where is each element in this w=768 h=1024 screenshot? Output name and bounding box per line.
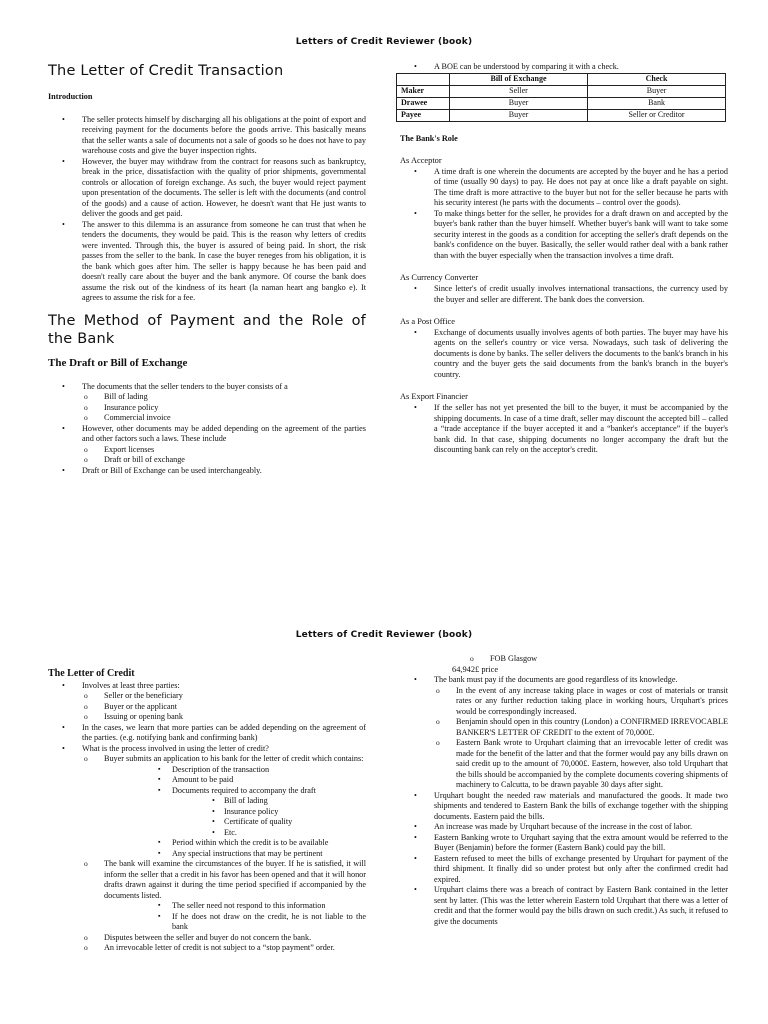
list-item: • If the seller has not yet presented the bill to the buyer, it must be accompanied by the shipping documents. In case of a time draft, seller may discount the accepted bill – called a “trade acceptance if the buyer accepted it and a “banker's acceptance” if the buyer's bank did. In that case, shipping documents no longer accompany the draft but the discounting bank can rely on the acceptor's credit. <box>400 403 728 456</box>
price-line: 64,942£ price <box>452 664 499 674</box>
running-head: Letters of Credit Reviewer (book) <box>295 37 473 47</box>
list-item <box>48 744 366 954</box>
list-item: • Etc. <box>210 828 366 839</box>
table-cell: Buyer <box>450 97 588 109</box>
list-item: • Exchange of documents usually involves agents of both parties. The buyer may have his agents on the seller's country or vice versa. Nowadays, such task of delivering the documents is done by banks. The seller delivers the documents to the bank's branch in his country and the buyer gets the said documents from the bank's branch in the buyer's country. <box>400 328 728 381</box>
running-head: Letters of Credit Reviewer (book) <box>295 630 473 640</box>
export-financier-list <box>400 403 728 456</box>
right-column <box>400 654 728 927</box>
page-2 <box>0 620 768 1024</box>
left-column <box>48 668 366 954</box>
table-cell: Drawee <box>397 97 450 109</box>
list-item: ▪ Description of the transaction <box>156 765 366 776</box>
loc-list <box>48 681 366 954</box>
right-column <box>400 62 728 456</box>
boe-intro-list <box>400 62 728 73</box>
intro-heading: Introduction <box>48 92 93 102</box>
list-item: o Disputes between the seller and buyer do not concern the bank. <box>82 933 366 944</box>
list-item-text: The documents that the seller tenders to the buyer consists of a <box>82 381 288 391</box>
list-item: o Draft or bill of exchange <box>82 455 366 466</box>
list-item: • However, the buyer may withdraw from the contract for reasons such as bankruptcy, break in the price, dissatisfaction with the quality of prior shipments, governmental controls or allocation of foreign exchange. As such, the buyer would reject payment upon presentation of the documents. The seller is left with the documents (and control of the goods) and a cause of action. However, he doesn't want that He just wants to deliver the goods and get paid. <box>48 157 366 220</box>
list-item: • Insurance policy <box>210 807 366 818</box>
table-header <box>397 73 450 85</box>
list-item-text: Documents required to accompany the draft <box>172 785 316 795</box>
list-item: • Bill of lading <box>210 796 366 807</box>
acceptor-list <box>400 167 728 262</box>
intro-list <box>48 115 366 304</box>
table-row <box>397 109 726 121</box>
list-item <box>400 675 728 791</box>
list-item-text: What is the process involved in using the letter of credit? <box>82 743 269 753</box>
table-cell: Payee <box>397 109 450 121</box>
table-cell: Buyer <box>588 85 726 97</box>
list-item: • An increase was made by Urquhart because of the increase in the cost of labor. <box>400 822 728 833</box>
list-item: ▪ Amount to be paid <box>156 775 366 786</box>
table-row <box>397 97 726 109</box>
post-office-heading: As a Post Office <box>400 317 455 326</box>
list-item: ▪ If he does not draw on the credit, he is not liable to the bank <box>156 912 366 933</box>
list-item: o An irrevocable letter of credit is not subject to a “stop payment” order. <box>82 943 366 954</box>
post-office-list <box>400 328 728 381</box>
list-item <box>48 681 366 723</box>
list-item: • The answer to this dilemma is an assurance from someone he can trust that when he tenders the documents, they would be paid. This is the reason why letters of credits were invented. Through this, the buyer is assured of being paid. In short, the risk passes from the seller to the bank. In case the buyer reneges from his obligation, it is the bank which goes after him. The seller is happy because he has been paid and doesn't really care about the buyer and the bank anymore. Of course the bank does assume the risk out of the kindness of its heart (la naman heart ang bangko e). It agrees to assume the risk for a fee. <box>48 220 366 304</box>
list-item-text: However, other documents may be added depending on the agreement of the parties and other factors such a laws. These include <box>82 423 366 444</box>
list-item-text: Buyer submits an application to his bank for the letter of credit which contains: <box>104 754 364 764</box>
list-item: o Buyer or the applicant <box>82 702 366 713</box>
list-item-text: The bank must pay if the documents are good regardless of its knowledge. <box>434 675 678 685</box>
draft-heading: The Draft or Bill of Exchange <box>48 356 188 369</box>
list-item: o Insurance policy <box>82 403 366 414</box>
list-item: • Eastern refused to meet the bills of exchange presented by Urquhart for payment of the third shipment. It finally did so under protest but only after the confirmed credit had expired. <box>400 854 728 886</box>
list-item: o Commercial invoice <box>82 413 366 424</box>
table-row <box>397 85 726 97</box>
table-header: Bill of Exchange <box>450 73 588 85</box>
list-item: • Urquhart bought the needed raw materials and manufactured the goods. It made two shipments and tendered to Eastern Bank the bills of exchange together with the shipping documents. Eastern paid the bills. <box>400 791 728 823</box>
table-cell: Maker <box>397 85 450 97</box>
table-cell: Seller <box>450 85 588 97</box>
currency-list <box>400 284 728 305</box>
list-item: • Eastern Banking wrote to Urquhart saying that the extra amount would be referred to the Buyer (Benjamin) before the former (Eastern Bank) could pay the bill. <box>400 833 728 854</box>
list-item: • In the cases, we learn that more parties can be added depending on the agreement of the parties. (e.g. notifying bank and confirming bank) <box>48 723 366 744</box>
list-item <box>48 382 366 424</box>
draft-list <box>48 382 366 477</box>
method-title: The Method of Payment and the Role of the Bank <box>48 312 366 347</box>
list-item <box>156 786 366 839</box>
list-item: ▪ Period within which the credit is to be available <box>156 838 366 849</box>
list-item: o Seller or the beneficiary <box>82 691 366 702</box>
list-item: o Issuing or opening bank <box>82 712 366 723</box>
list-item: o FOB Glasgow <box>468 654 728 665</box>
list-item: o Benjamin should open in this country (London) a CONFIRMED IRREVOCABLE BANKER'S LETTER OF CREDIT to the extent of 70,000£. <box>434 717 728 738</box>
currency-heading: As Currency Converter <box>400 273 479 283</box>
list-item <box>82 859 366 933</box>
list-item <box>48 424 366 466</box>
export-financier-heading: As Export Financier <box>400 392 468 402</box>
list-item-text: The bank will examine the circumstances of the buyer. If he is satisfied, it will inform the seller that a credit in his favor has been opened and that it will honor drafts drawn against it during the time period specified if accompanied by the documents listed. <box>104 859 366 900</box>
bank-role-heading: The Bank's Role <box>400 133 458 143</box>
list-item: • Urquhart claims there was a breach of contract by Eastern Bank contained in the letter sent by latter. (This was the letter wherein Eastern told Urquhart that there was a letter of credit and that the former would pay the bills drawn on such credit.) As such, it refused to give the documents <box>400 885 728 927</box>
fob-list <box>434 654 728 665</box>
list-item: • The seller protects himself by discharging all his obligations at the point of export and receiving payment for the documents before the goods arrive. This basically means that the seller wants a sale of documents not a sale of goods so he does not have to pay warehouse costs and give the buyer inspection rights. <box>48 115 366 157</box>
table-cell: Bank <box>588 97 726 109</box>
list-item: o Eastern Bank wrote to Urquhart claiming that an irrevocable letter of credit was made for the benefit of the latter and that the former would pay any bills drawn on said credit up to the amount of 70,000£. Eastern, however, also told Urquhart that the bills should be accompanied by the complete documents covering shipments of machinery to Calcutta, to be drawn payable 30 days after sight. <box>434 738 728 791</box>
list-item: • Draft or Bill of Exchange can be used interchangeably. <box>48 466 366 477</box>
list-item: o In the event of any increase taking place in wages or cost of materials or transit rates or any further reduction taking place in working hours, Urquhart's prices would be correspondingly increased. <box>434 686 728 718</box>
list-item: • A time draft is one wherein the documents are accepted by the buyer and he has a period of time (usually 90 days) to pay. He does not pay at once like a draft payable on sight. The time draft is more attractive to the buyer but not for the seller because he parts with his security interest (he parts with the documents – control over the goods). <box>400 167 728 209</box>
list-item: • Since letter's of credit usually involves international transactions, the currency used by the buyer and seller are different. The bank does the conversion. <box>400 284 728 305</box>
loc-heading: The Letter of Credit <box>48 668 135 679</box>
list-item: • Certificate of quality <box>210 817 366 828</box>
list-item-text: Involves at least three parties: <box>82 680 180 690</box>
boe-comparison-table <box>396 73 726 122</box>
list-item: ▪ The seller need not respond to this information <box>156 901 366 912</box>
table-cell: Buyer <box>450 109 588 121</box>
list-item: • To make things better for the seller, he provides for a draft drawn on and accepted by the buyer's bank rather than the buyer himself. Whether buyer's bank will want to take some security interest in the goods as a condition for accepting the seller's draft depends on the bank's confidence on the buyer. Basically, the seller would rather deal with a bank rather than with the buyer especially when the transaction involves a time draft. <box>400 209 728 262</box>
table-header: Check <box>588 73 726 85</box>
list-item: o Export licenses <box>82 445 366 456</box>
acceptor-heading: As Acceptor <box>400 156 442 165</box>
page-title: The Letter of Credit Transaction <box>48 63 284 79</box>
list-item: • A BOE can be understood by comparing it with a check. <box>400 62 728 73</box>
list-item <box>82 754 366 859</box>
case-list <box>400 675 728 927</box>
list-item: ▪ Any special instructions that may be pertinent <box>156 849 366 860</box>
list-item: o Bill of lading <box>82 392 366 403</box>
left-column <box>48 62 366 476</box>
table-cell: Seller or Creditor <box>588 109 726 121</box>
